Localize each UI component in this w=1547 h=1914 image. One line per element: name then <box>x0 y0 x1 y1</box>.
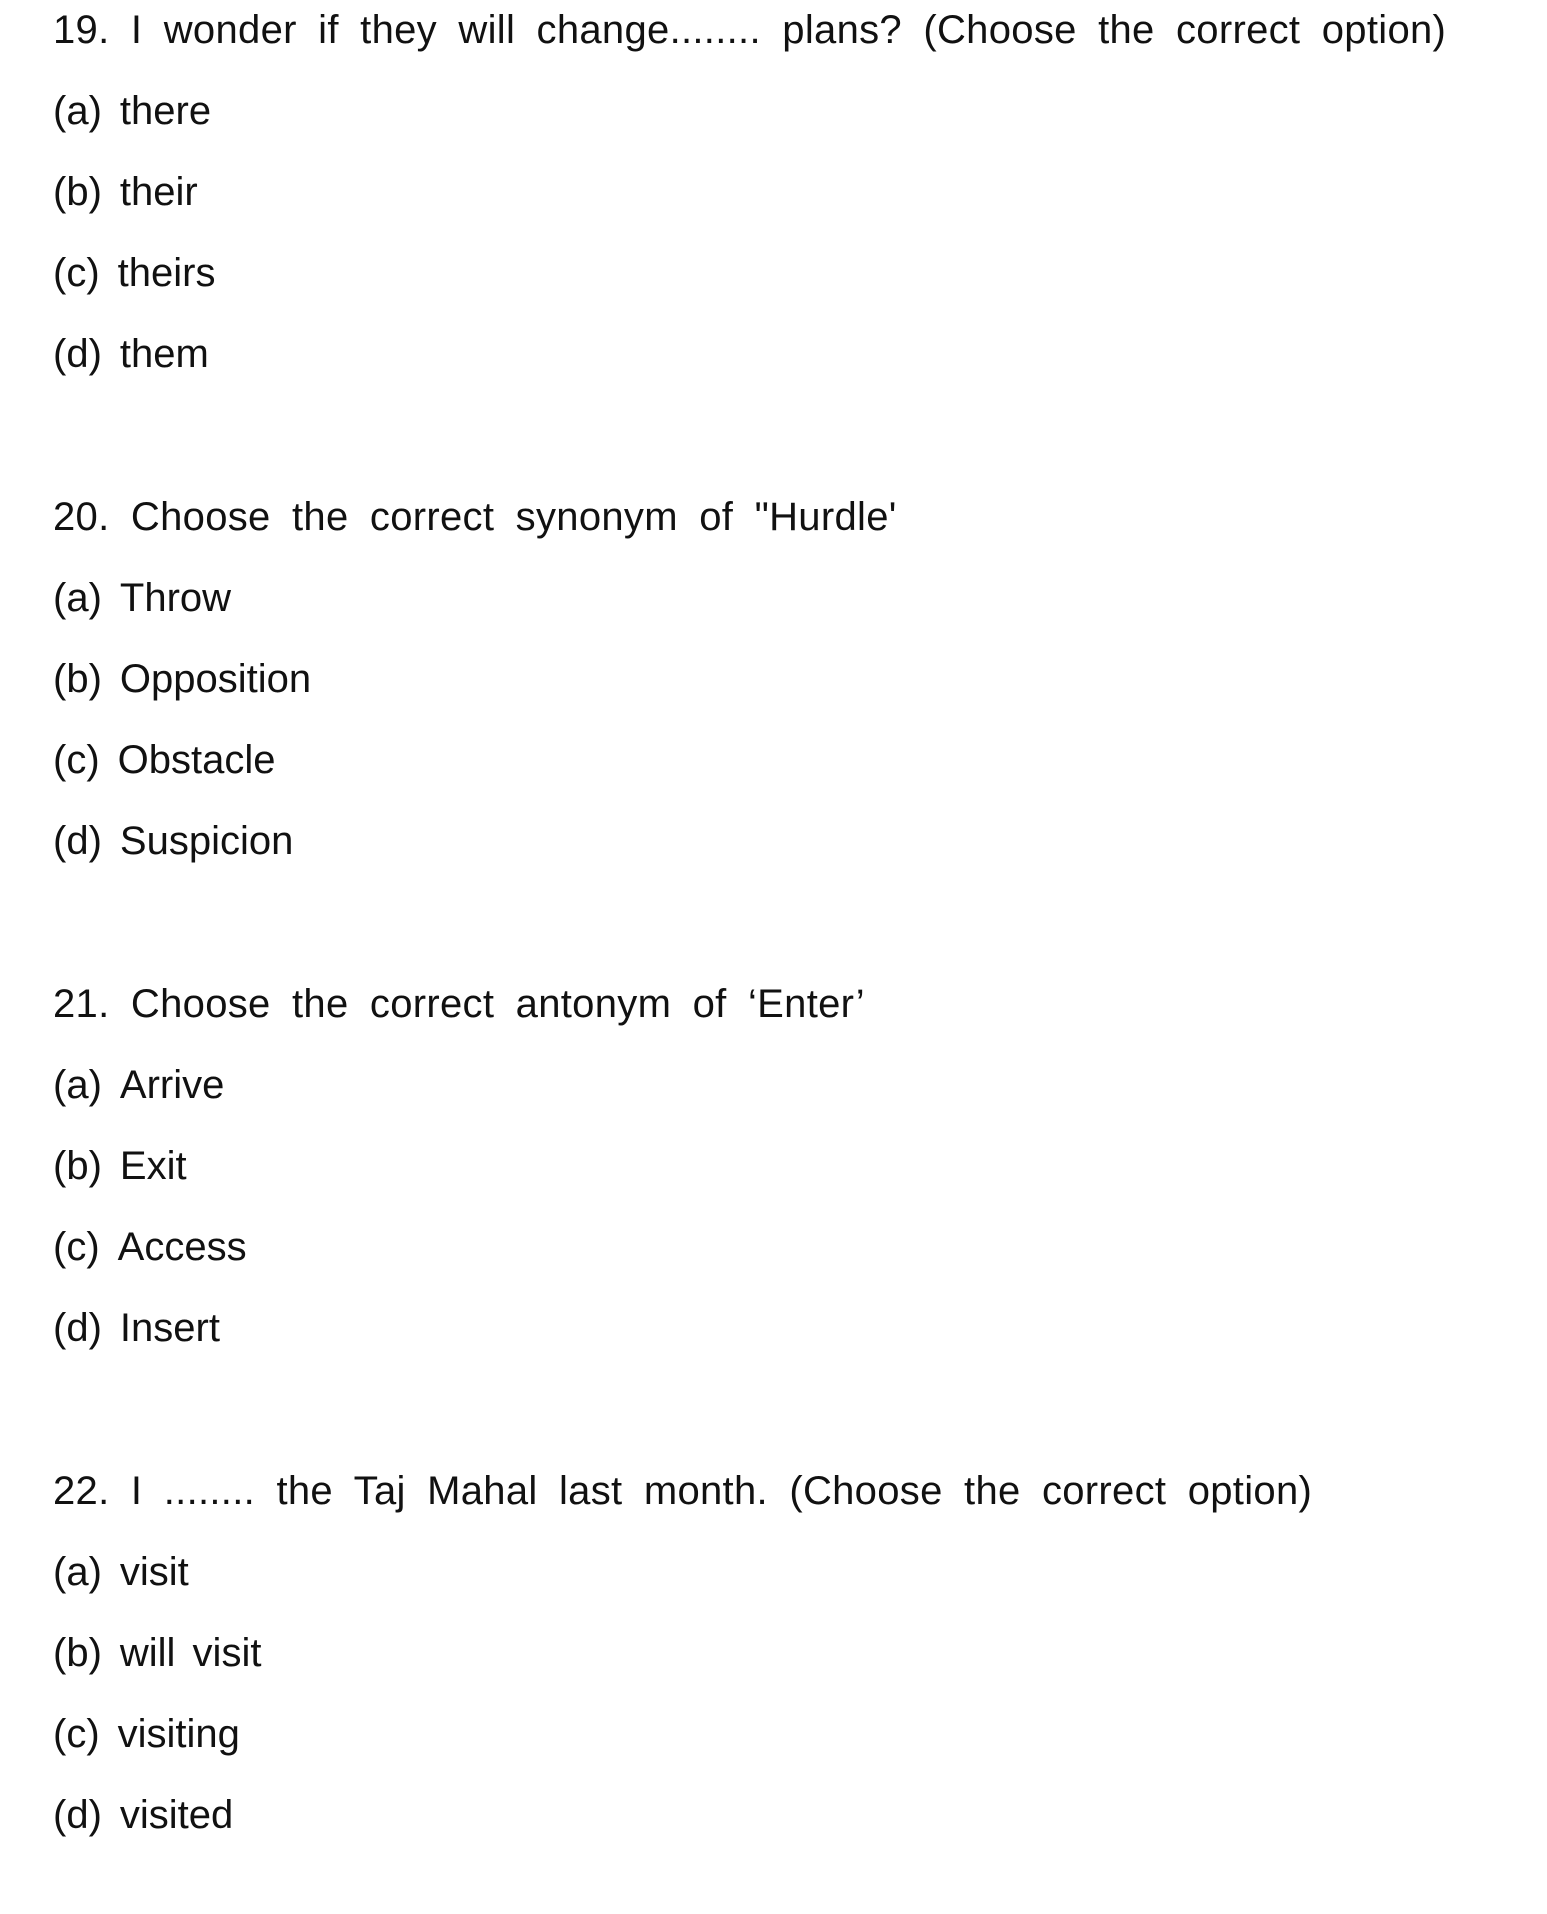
option-text: Insert <box>119 1306 220 1350</box>
option-label: (b) <box>53 657 102 701</box>
option-text: Suspicion <box>119 819 294 863</box>
option-text: visited <box>119 1793 234 1837</box>
answer-option <box>53 87 211 135</box>
option-text: visiting <box>117 1712 240 1756</box>
answer-option <box>53 1629 261 1677</box>
option-label: (a) <box>53 576 102 620</box>
option-text: Obstacle <box>117 738 276 782</box>
answer-option <box>53 1710 240 1758</box>
option-label: (b) <box>53 170 102 214</box>
option-text: their <box>119 170 198 214</box>
answer-option <box>53 330 209 378</box>
option-label: (c) <box>53 1712 100 1756</box>
question-text: 20. Choose the correct synonym of "Hurdle' <box>53 495 897 539</box>
option-text: theirs <box>117 251 216 295</box>
answer-option <box>53 736 276 784</box>
option-label: (b) <box>53 1144 102 1188</box>
answer-option <box>53 249 215 297</box>
question-text: 21. Choose the correct antonym of ‘Enter’ <box>53 982 865 1026</box>
answer-option <box>53 817 293 865</box>
option-text: visit <box>119 1550 189 1594</box>
option-label: (d) <box>53 332 102 376</box>
option-text: Arrive <box>119 1063 225 1107</box>
option-text: there <box>119 89 212 133</box>
option-label: (a) <box>53 1550 102 1594</box>
answer-option <box>53 574 231 622</box>
answer-option <box>53 1791 233 1839</box>
option-label: (c) <box>53 1225 100 1269</box>
option-text: Access <box>117 1225 247 1269</box>
option-text: Exit <box>119 1144 187 1188</box>
option-text: will visit <box>119 1631 262 1675</box>
option-text: Throw <box>119 576 232 620</box>
answer-option <box>53 1548 189 1596</box>
option-label: (a) <box>53 1063 102 1107</box>
option-label: (a) <box>53 89 102 133</box>
question-text: 19. I wonder if they will change........ plans? (Choose the correct option) <box>53 8 1447 52</box>
question-text: 22. I ........ the Taj Mahal last month. (Choose the correct option) <box>53 1469 1313 1513</box>
option-label: (d) <box>53 1793 102 1837</box>
option-label: (d) <box>53 1306 102 1350</box>
answer-option <box>53 1223 247 1271</box>
option-text: Opposition <box>119 657 312 701</box>
answer-option <box>53 655 311 703</box>
option-label: (b) <box>53 1631 102 1675</box>
answer-option <box>53 168 198 216</box>
answer-option <box>53 1304 220 1352</box>
answer-option <box>53 1061 224 1109</box>
option-text: them <box>119 332 209 376</box>
option-label: (c) <box>53 251 100 295</box>
option-label: (d) <box>53 819 102 863</box>
option-label: (c) <box>53 738 100 782</box>
answer-option <box>53 1142 187 1190</box>
